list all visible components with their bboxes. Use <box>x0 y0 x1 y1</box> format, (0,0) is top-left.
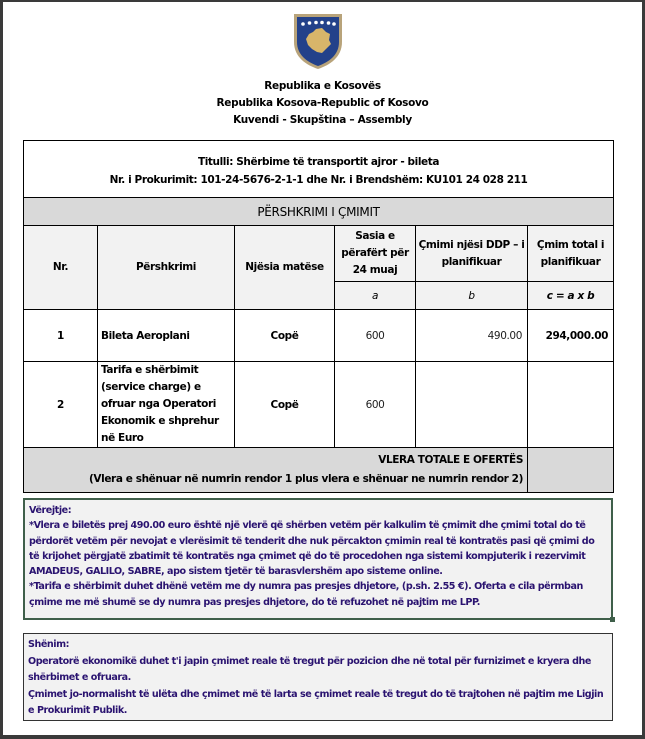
row-nr: 2 <box>24 362 98 448</box>
tender-title: Titulli: Shërbime të transportit ajror - bileta <box>197 156 440 168</box>
procurement-number: Nr. i Prokurimit: 101-24-5676-2-1-1 dhe Nr. i Brendshëm: KU101 24 028 211 <box>109 174 528 186</box>
row-total: 294,000.00 <box>528 310 614 362</box>
title-block <box>24 141 614 198</box>
note-paragraph-2: Çmimet jo-normalisht të ulëta dhe çmimet më të larta se çmimet reale të tregut do të trajtohen në pajtim me Ligjin e Prokurimit Publik. <box>28 688 604 716</box>
col-header-total-price: Çmim total i planifikuar <box>528 226 614 282</box>
table-row <box>24 310 614 362</box>
row-quantity: 600 <box>335 310 416 362</box>
row-unit-price-input[interactable] <box>416 362 528 448</box>
col-sub-b: b <box>416 282 528 310</box>
remarks-title: Vërejtje: <box>29 505 72 516</box>
total-offer-sublabel: (Vlera e shënuar në numrin rendor 1 plus vlera e shënuar ne numrin rendor 2) <box>89 473 523 485</box>
row-nr: 1 <box>24 310 98 362</box>
row-description: Tarifa e shërbimit (service charge) e ofruar nga Operatori Ekonomik e shprehur në Euro <box>98 362 235 448</box>
price-description-table <box>23 140 614 493</box>
section-title: PËRSHKRIMI I ÇMIMIT <box>24 198 614 226</box>
total-offer-value[interactable] <box>528 448 614 493</box>
remarks-paragraph-1: *Vlera e biletës prej 490.00 euro është një vlerë që shërben vetëm për kalkulim të çmimit dhe çmimi total do të përdorët vetëm për nevojat e vlerësimit të tenderit dhe nuk përcakton çmimin real të kontratës pasi që çmimi do të krijohet përgjatë zbatimit të kontratës nga çmimet që do të procedohen nga sistemi kompjuterik i rezervimit AMADEUS, GALILO, SABRE, apo sistem tjetër të barasvlershëm apo sisteme online. <box>29 520 595 578</box>
table-row <box>24 362 614 448</box>
col-header-nr: Nr. <box>24 226 98 310</box>
col-sub-a: a <box>335 282 416 310</box>
header-line-2: Republika Kosova-Republic of Kosovo <box>216 97 429 109</box>
kosovo-emblem-icon <box>292 12 344 70</box>
row-unit: Copë <box>235 362 335 448</box>
row-total-input[interactable] <box>528 362 614 448</box>
col-header-unit: Njësia matëse <box>235 226 335 310</box>
header-line-1: Republika e Kosovës <box>264 80 381 92</box>
header-line-3: Kuvendi - Skupština – Assembly <box>233 114 412 126</box>
note-paragraph-1: Operatorë ekonomikë duhet t'i japin çmimet reale të tregut për pozicion dhe në total për furnizimet e kryera dhe shërbimet e ofruara. <box>28 655 591 683</box>
col-header-description: Përshkrimi <box>98 226 235 310</box>
institution-header <box>3 78 642 129</box>
remarks-box <box>23 498 613 620</box>
row-unit: Copë <box>235 310 335 362</box>
resize-handle[interactable] <box>610 617 615 622</box>
total-offer-row <box>24 448 614 493</box>
row-unit-price: 490.00 <box>416 310 528 362</box>
note-box <box>23 633 613 721</box>
col-sub-c: c = a x b <box>528 282 614 310</box>
row-quantity: 600 <box>335 362 416 448</box>
remarks-paragraph-2: *Tarifa e shërbimit duhet dhënë vetëm me dy numra pas presjes dhjetore, (p.sh. 2.55 €). Oferta e cila përmban çmime me më shumë se dy numra pas presjes dhjetore, do të refuzohet në pajtim me LPP. <box>29 581 583 608</box>
col-header-quantity: Sasia e përafërt për 24 muaj <box>335 226 416 282</box>
note-title: Shënim: <box>28 639 70 650</box>
total-offer-label: VLERA TOTALE E OFERTËS <box>378 454 523 466</box>
row-description: Bileta Aeroplani <box>98 310 235 362</box>
col-header-unit-price: Çmimi njësi DDP – i planifikuar <box>416 226 528 282</box>
total-offer-label-cell <box>24 448 528 493</box>
